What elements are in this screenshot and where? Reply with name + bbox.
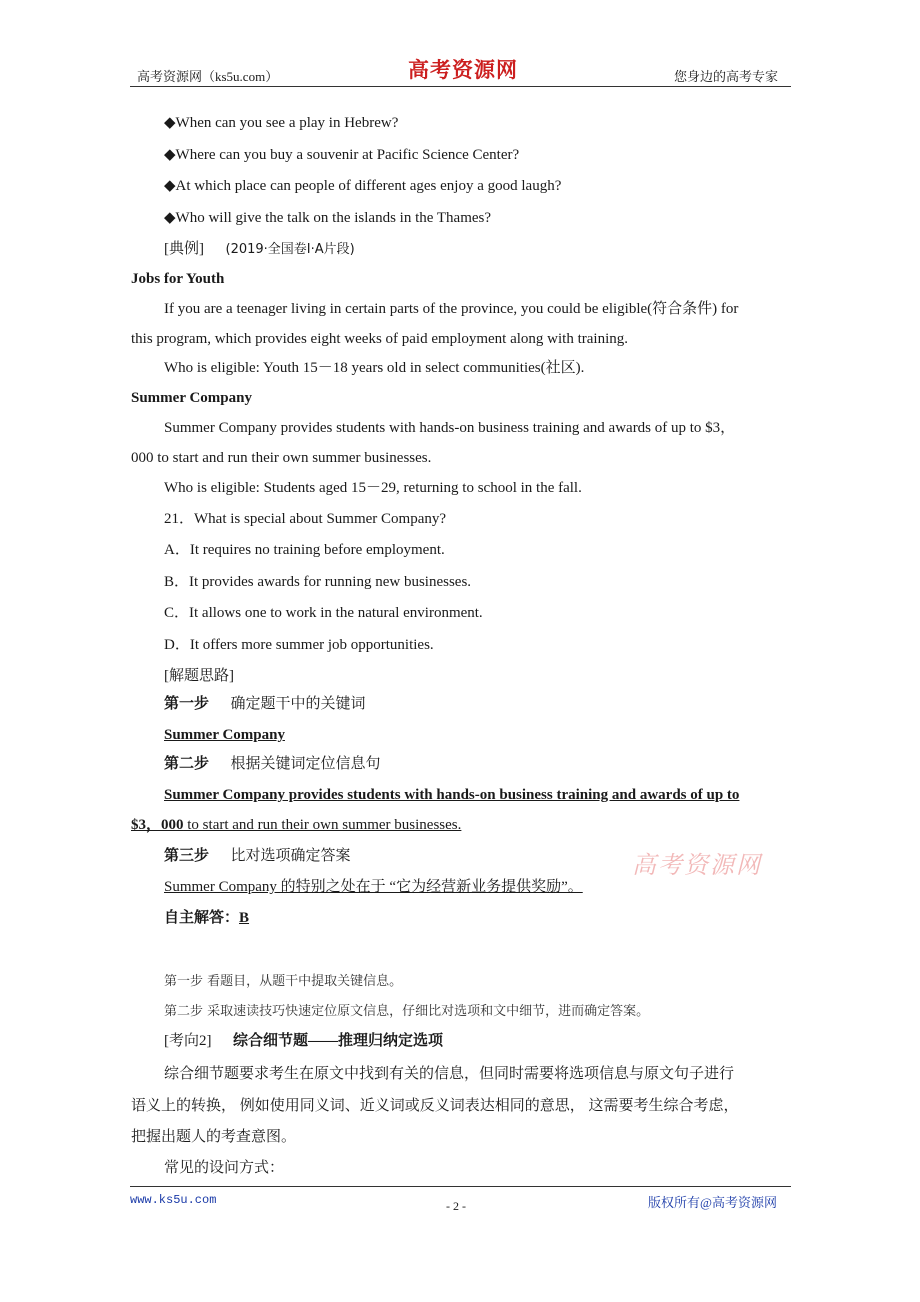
- passage-paragraph-2: Who is eligible: Youth 15－18 years old in select communities(社区).: [164, 360, 585, 376]
- question-option-b: B．It provides awards for running new businesses.: [164, 574, 472, 590]
- header-rule: [130, 86, 791, 87]
- bullet-question-4: ◆Who will give the talk on the islands in the Thames?: [164, 210, 492, 226]
- passage-paragraph-4: Who is eligible: Students aged 15－29, returning to school in the fall.: [164, 480, 582, 496]
- step-1-label: 第一步: [164, 696, 210, 712]
- question-option-c: C．It allows one to work in the natural environment.: [164, 605, 483, 621]
- header-logo: 高考资源网: [408, 57, 518, 82]
- section-2-para-line-3: 把握出题人的考查意图。: [131, 1129, 297, 1145]
- footer-rule: [130, 1186, 791, 1187]
- passage-paragraph-3-line-2: 000 to start and run their own summer businesses.: [131, 450, 432, 466]
- step-2-answer-line-2: [131, 815, 461, 835]
- section-2-title: 综合细节题——推理归纳定选项: [233, 1033, 444, 1049]
- footer-page-number: - 2 -: [446, 1199, 466, 1213]
- section-2-para-line-1: 综合细节题要求考生在原文中找到有关的信息，但同时需要将选项信息与原文句子进行: [164, 1066, 735, 1082]
- step-2-label: 第二步: [164, 756, 210, 772]
- passage-paragraph-1-line-1: If you are a teenager living in certain parts of the province, you could be eligible(符合条件) for: [164, 301, 739, 317]
- bullet-question-3: ◆At which place can people of different ages enjoy a good laugh?: [164, 178, 562, 194]
- step-1-line: [164, 694, 366, 714]
- passage-paragraph-3-line-1: Summer Company provides students with hands‑on business training and awards of up to $3，: [164, 420, 736, 436]
- step-2-line: [164, 754, 381, 774]
- self-answer-label: 自主解答：: [164, 910, 240, 926]
- header-site-name: 高考资源网（ks5u.com）: [137, 69, 279, 84]
- watermark: 高考资源网: [632, 853, 762, 879]
- passage-heading-jobs-for-youth: Jobs for Youth: [131, 271, 225, 287]
- question-stem: 21．What is special about Summer Company?: [164, 511, 447, 527]
- passage-heading-summer-company: Summer Company: [131, 390, 252, 406]
- step-2-answer-rest: to start and run their own summer businesses.: [183, 817, 462, 833]
- example-label: [典例]: [164, 241, 204, 257]
- step-2-answer-amount: $3，000: [131, 817, 184, 833]
- method-line-2: 第二步 采取速读技巧快速定位原文信息，仔细比对选项和文中细节，进而确定答案。: [164, 1004, 650, 1019]
- footer-copyright: 版权所有@高考资源网: [648, 1195, 777, 1210]
- step-1-text: 确定题干中的关键词: [230, 696, 366, 712]
- step-3-line: [164, 846, 351, 866]
- passage-paragraph-1-line-2: this program, which provides eight weeks of paid employment along with training.: [131, 331, 628, 347]
- header-slogan: 您身边的高考专家: [674, 69, 779, 84]
- bullet-question-1: ◆When can you see a play in Hebrew?: [164, 115, 399, 131]
- step-3-text: 比对选项确定答案: [230, 848, 351, 864]
- step-1-answer: Summer Company: [164, 727, 285, 743]
- step-2-answer-line-1: Summer Company provides students with hands-on business training and awards of up to: [164, 787, 740, 803]
- question-option-a: A．It requires no training before employment.: [164, 542, 445, 558]
- bullet-question-2: ◆Where can you buy a souvenir at Pacific Science Center?: [164, 147, 520, 163]
- self-answer-line: [164, 908, 249, 928]
- method-line-1: 第一步 看题目，从题干中提取关键信息。: [164, 974, 403, 989]
- step-3-label: 第三步: [164, 848, 210, 864]
- step-3-answer: Summer Company 的特别之处在于 “它为经营新业务提供奖励”。: [164, 879, 583, 895]
- example-source: (2019·全国卷Ⅰ·A片段): [225, 242, 355, 257]
- footer-website-link[interactable]: www.ks5u.com: [130, 1193, 217, 1207]
- section-2-heading: [164, 1031, 443, 1051]
- self-answer-value: B: [239, 910, 250, 926]
- question-option-d: D．It offers more summer job opportunities.: [164, 637, 434, 653]
- analysis-label: [解题思路]: [164, 668, 234, 684]
- section-2-label: [考向2]: [164, 1033, 212, 1049]
- section-2-para-line-2: 语义上的转换， 例如使用同义词、近义词或反义词表达相同的意思， 这需要考生综合考虑，: [131, 1098, 739, 1114]
- step-2-text: 根据关键词定位信息句: [230, 756, 381, 772]
- example-label-line: [164, 239, 355, 260]
- section-2-common-ways: 常见的设问方式：: [164, 1160, 285, 1176]
